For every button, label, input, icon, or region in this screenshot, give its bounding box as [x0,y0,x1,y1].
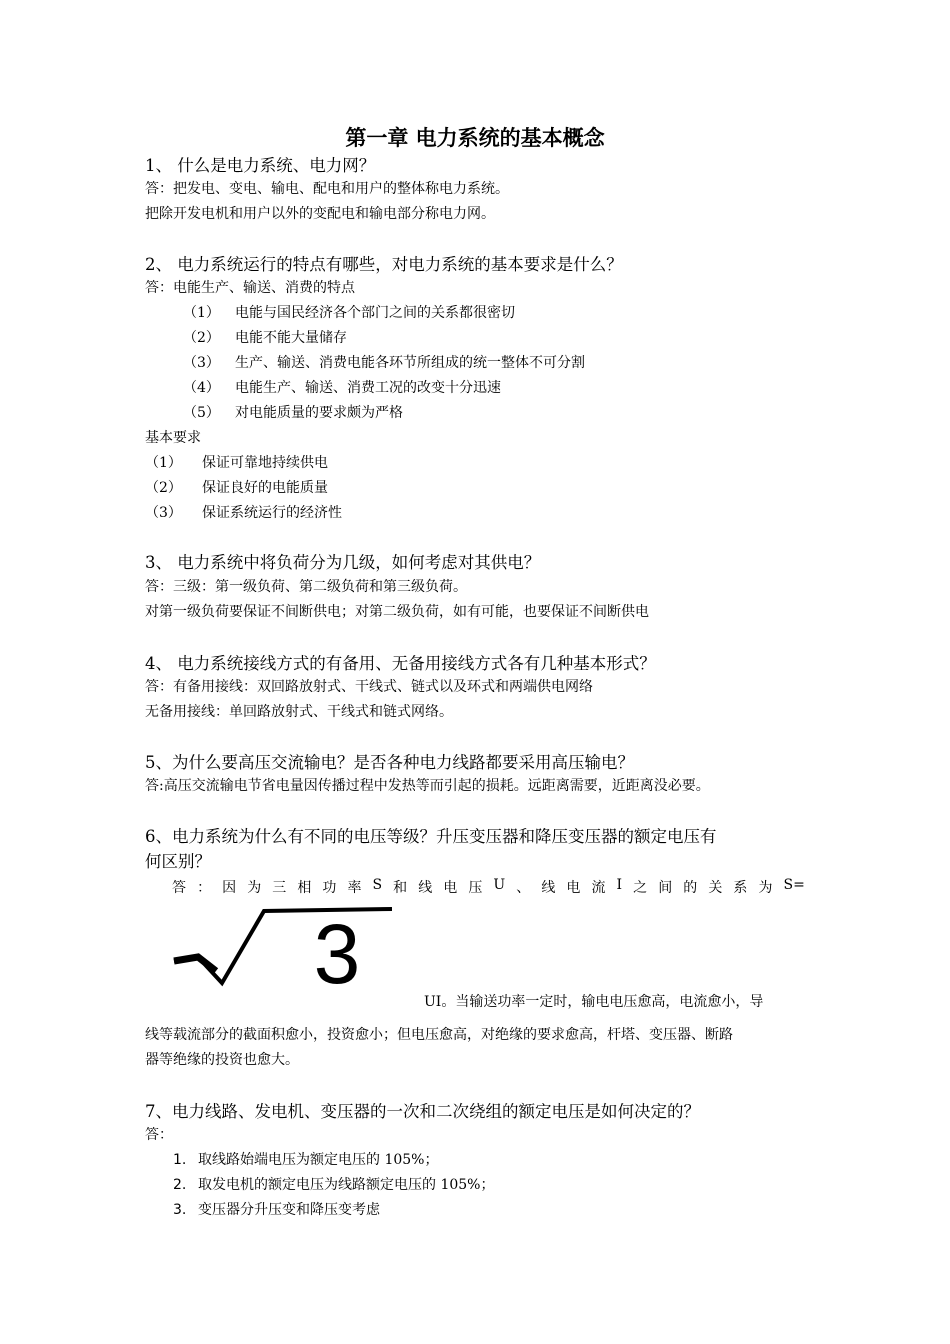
rule-number: 3. [173,1202,187,1218]
spaced-char: 之 [633,880,648,896]
question-2: 2、 电力系统运行的特点有哪些，对电力系统的基本要求是什么？ [145,255,623,274]
spaced-char: 答 [172,880,186,896]
requirement-number: （1） [145,455,182,471]
spaced-char: S [372,877,383,893]
rule-text: 变压器分升压变和降压变考虑 [198,1202,380,1218]
requirement-number: （2） [145,480,182,496]
feature-item [183,327,347,347]
spaced-char: I [616,877,623,893]
feature-number: （2） [183,330,220,346]
feature-number: （1） [183,305,220,321]
spaced-char: 的 [683,880,698,896]
spaced-char: 流 [591,880,606,896]
feature-number: （4） [183,380,220,396]
feature-text: 生产、输送、消费电能各环节所组成的统一整体不可分割 [235,355,585,371]
question-7: 7、电力线路、发电机、变压器的一次和二次绕组的额定电压是如何决定的？ [145,1102,700,1121]
spaced-char: 三 [272,880,287,896]
spaced-char: 相 [297,880,312,896]
feature-item [183,302,515,322]
requirement-item [145,477,328,497]
spaced-char: 关 [708,880,723,896]
spaced-char: 功 [322,880,337,896]
requirement-item [145,452,328,472]
answer-6-after-formula: UI。当输送功率一定时，输电电压愈高，电流愈小，导 [424,994,764,1010]
answer-2-intro: 答：电能生产、输送、消费的特点 [145,280,355,296]
answer-6-line-3: 线等载流部分的截面积愈小，投资愈小；但电压愈高，对绝缘的要求愈高，杆塔、变压器、断路 [145,1027,733,1043]
answer-6-spaced-line [172,877,805,897]
answer-7-label: 答： [145,1127,173,1143]
spaced-char: S= [783,877,805,893]
answer-1-line-1: 答：把发电、变电、输电、配电和用户的整体称电力系统。 [145,181,509,197]
spaced-char: 率 [347,880,362,896]
answer-3-line-1: 答：三级：第一级负荷、第二级负荷和第三级负荷。 [145,579,467,595]
feature-text: 电能生产、输送、消费工况的改变十分迅速 [235,380,501,396]
feature-number: （3） [183,355,220,371]
answer-4-line-2: 无备用接线：单回路放射式、干线式和链式网络。 [145,704,453,720]
feature-item [183,352,585,372]
requirements-heading: 基本要求 [145,430,201,446]
answer-3-line-2: 对第一级负荷要保证不间断供电；对第二级负荷，如有可能，也要保证不间断供电 [145,604,649,620]
answer-5: 答:高压交流输电节省电量因传播过程中发热等而引起的损耗。远距离需要，近距离没必要。 [145,778,710,794]
spaced-char: 电 [443,880,458,896]
spaced-char: ： [197,880,212,896]
spaced-char: 压 [468,880,483,896]
question-4: 4、 电力系统接线方式的有备用、无备用接线方式各有几种基本形式？ [145,654,656,673]
spaced-char: 因 [222,880,237,896]
requirement-number: （3） [145,505,182,521]
requirement-text: 保证可靠地持续供电 [202,455,328,471]
spaced-char: 电 [566,880,581,896]
spaced-char: 和 [393,880,408,896]
rule-text: 取发电机的额定电压为线路额定电压的 105%； [198,1177,495,1193]
question-6-line-1: 6、电力系统为什么有不同的电压等级？升压变压器和降压变压器的额定电压有 [145,827,717,846]
spaced-char: 为 [247,880,262,896]
answer-1-line-2: 把除开发电机和用户以外的变配电和输电部分称电力网。 [145,206,495,222]
radicand-text: 3 [313,907,361,990]
feature-item [183,402,403,422]
rule-item [173,1199,380,1219]
question-6-line-2: 何区别？ [145,852,211,871]
question-5: 5、为什么要高压交流输电？是否各种电力线路都要采用高压输电？ [145,753,634,772]
question-3: 3、 电力系统中将负荷分为几级，如何考虑对其供电？ [145,553,541,572]
requirement-item [145,502,342,522]
spaced-char: 线 [418,880,433,896]
rule-item [173,1149,438,1169]
chapter-title: 第一章 电力系统的基本概念 [345,126,605,150]
feature-text: 电能与国民经济各个部门之间的关系都很密切 [235,305,515,321]
rule-number: 1. [173,1152,187,1168]
question-1: 1、 什么是电力系统、电力网？ [145,156,376,175]
spaced-char: 为 [758,880,773,896]
rule-item [173,1174,494,1194]
rule-number: 2. [173,1177,187,1193]
requirement-text: 保证良好的电能质量 [202,480,328,496]
feature-item [183,377,501,397]
requirement-text: 保证系统运行的经济性 [202,505,342,521]
spaced-char: U [493,877,506,893]
feature-text: 电能不能大量储存 [235,330,347,346]
answer-4-line-1: 答：有备用接线：双回路放射式、干线式、链式以及环式和两端供电网络 [145,679,593,695]
spaced-char: 间 [658,880,673,896]
spaced-char: 系 [733,880,748,896]
square-root-formula [172,905,392,990]
answer-6-line-4: 器等绝缘的投资也愈大。 [145,1052,299,1068]
spaced-char: 线 [541,880,556,896]
feature-text: 对电能质量的要求颇为严格 [235,405,403,421]
rule-text: 取线路始端电压为额定电压的 105%； [198,1152,439,1168]
feature-number: （5） [183,405,220,421]
spaced-char: 、 [516,880,531,896]
